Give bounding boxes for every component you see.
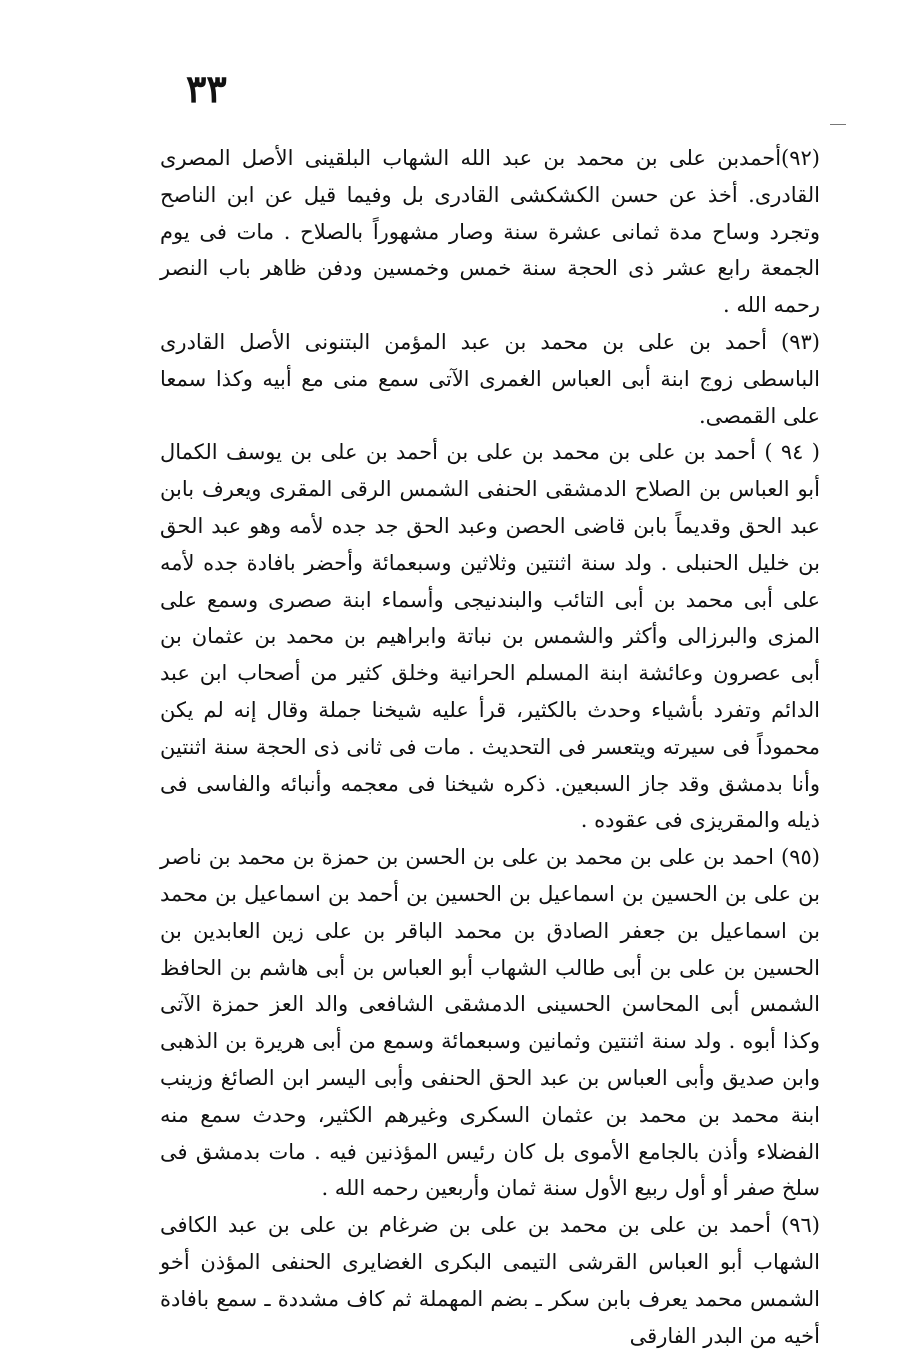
entry-92: (٩٢)أحمدبن على بن محمد بن عبد الله الشهاب البلقينى الأصل المصرى القادرى. أخذ عن حسن الكشكشى القادرى بل وفيما قيل عن ابن الناصح وتجرد وساح مدة ثمانى عشرة سنة وصار مشهوراً بالصلاح . مات فى يوم الجمعة رابع عشر ذى الحجة سنة خمس وخمسين ودفن ظاهر باب النصر رحمه الله . xyxy=(160,146,820,318)
biography-text xyxy=(160,140,820,1354)
entry-96: (٩٦) أحمد بن على بن محمد بن على بن ضرغام بن على بن عبد الكافى الشهاب أبو العباس القرشى التيمى البكرى الغضايرى الحنفى المؤذن أخو الشمس محمد يعرف بابن سكر ـ بضم المهملة ثم كاف مشددة ـ سمع بافادة أخيه من البدر الفارقى xyxy=(160,1213,820,1348)
page-number: ٣٣ xyxy=(186,66,227,111)
entry-93: (٩٣) أحمد بن على بن محمد بن عبد المؤمن البتنونى الأصل القادرى الباسطى زوج ابنة أبى العباس الغمرى الآتى سمع منى مع أبيه وكذا سمعا على القمصى. xyxy=(160,329,820,428)
margin-mark xyxy=(830,124,846,125)
entry-94: ( ٩٤ ) أحمد بن على بن محمد بن على بن أحمد بن على بن يوسف الكمال أبو العباس بن الصلاح الدمشقى الحنفى الشمس الرقى المقرى ويعرف بابن عبد الحق وقديماً بابن قاضى الحصن وعبد الحق جد جده لأمه وهو عبد الحق بن خليل الحنبلى . ولد سنة اثنتين وثلاثين وسبعمائة وأحضر بافادة جده لأمه على أبى محمد بن أبى التائب والبندنيجى وأسماء ابنة صصرى وسمع على المزى والبرزالى وأكثر والشمس بن نباتة وابراهيم بن محمد بن عثمان بن أبى عصرون وعائشة ابنة المسلم الحرانية وخلق كثير من أصحاب ابن عبد الدائم وتفرد بأشياء وحدث بالكثير، قرأ عليه شيخنا جملة وقال إنه لم يكن محموداً فى سيرته ويتعسر فى التحديث . مات فى ثانى ذى الحجة سنة اثنتين وأنا بدمشق وقد جاز السبعين. ذكره شيخنا فى معجمه وأنبائه والفاسى فى ذيله والمقريزى فى عقوده . xyxy=(160,440,820,833)
entry-95: (٩٥) احمد بن على بن محمد بن على بن الحسن بن حمزة بن محمد بن ناصر بن على بن الحسين بن اسماعيل بن الحسين بن أحمد بن اسماعيل بن محمد بن اسماعيل بن جعفر الصادق بن محمد الباقر بن على زين العابدين بن الحسين بن على بن أبى طالب الشهاب أبو العباس بن أبى هاشم بن الحافظ الشمس أبى المحاسن الحسينى الدمشقى الشافعى والد العز حمزة الآتى وكذا أبوه . ولد سنة اثنتين وثمانين وسبعمائة وسمع من أبى هريرة بن الذهبى وابن صديق وأبى العباس بن عبد الحق الحنفى وأبى اليسر ابن الصائغ وزينب ابنة محمد بن محمد بن عثمان السكرى وغيرهم الكثير، وحدث سمع منه الفضلاء وأذن بالجامع الأموى بل كان رئيس المؤذنين فيه . مات بدمشق فى سلخ صفر أو أول ربيع الأول سنة ثمان وأربعين رحمه الله . xyxy=(160,845,820,1201)
